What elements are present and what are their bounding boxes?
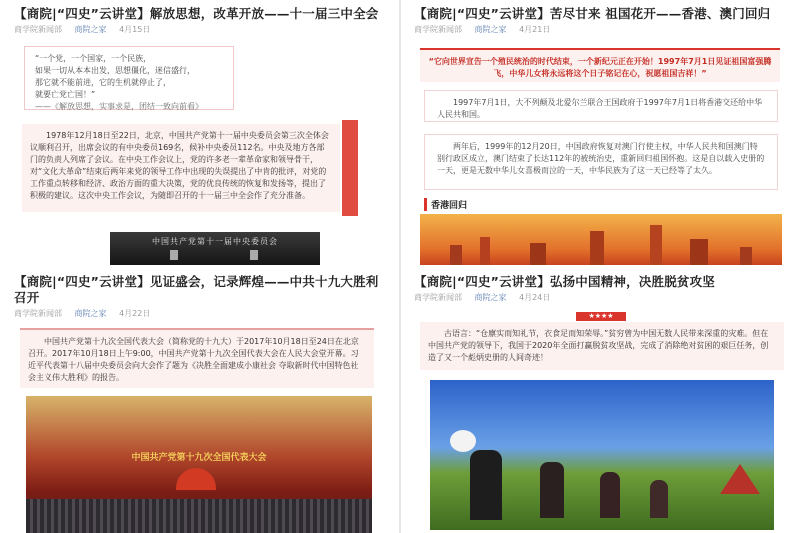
white-plume [450,430,476,452]
author: 商学院新闻部 [14,25,62,34]
article-meta [410,290,790,304]
dancer-figure [600,472,620,518]
article-meta [10,306,390,320]
article-card-19th-congress[interactable] [10,268,390,533]
quote-text: “它向世界宣告一个殖民统治的时代结束，一个新纪元正在开始！1997年7月1日见证祖国富强腾飞，中华儿女将永远将这个日子铭记在心，祝愿祖国吉祥！” [428,57,772,78]
article-body-box [420,322,784,370]
audience-rows [26,499,372,533]
tent-shape [720,464,760,494]
publish-date: 4月15日 [119,25,151,34]
decorative-red-bar [342,120,358,216]
congress-hall-photo [26,396,372,533]
quote-source: ——《解放思想，实事求是，团结一致向前看》 [35,102,203,111]
publish-date: 4月24日 [519,293,551,302]
portrait-icon [250,250,258,260]
article-card-poverty-alleviation[interactable] [410,268,790,533]
account-link[interactable]: 商院之家 [474,293,507,302]
article-title[interactable]: 【商院|“四史”云讲堂】苦尽甘来 祖国花开——香港、澳门回归 [414,6,771,21]
article-body: 1978年12月18日至22日，北京，中国共产党第十一届中央委员会第三次全体会议顺利召开，出席会议的有中央委员169名，候补中央委员112名。中央及地方各部门的负责人列席了会议。在中央工作会议上，党的许多老一辈革命家和领导骨干，对“文化大革命”结束后两年来党的领导工作中出现的失误提出了中肯的批评，对党的工作重点转移和经济、政治方面的重大决策，党的优良传统的恢复和发扬等，提出了积极的建议。这次中央工作会议，为随即召开的十一届三中全会作了充分准备。 [30,131,329,200]
quote-line: “一个党，一个国家，一个民族， [35,54,152,63]
dancer-figure [470,450,502,520]
article-title[interactable]: 【商院|“四史”云讲堂】弘扬中国精神，决胜脱贫攻坚 [414,274,715,289]
publish-date: 4月21日 [519,25,551,34]
author: 商学院新闻部 [14,309,62,318]
quote-line: 就要亡党亡国！” [35,90,96,99]
publish-date: 4月22日 [119,309,151,318]
article-body: 古语言：“仓廪实而知礼节，衣食足而知荣辱。”贫穷曾为中国无数人民带来深重的灾难。但在中国共产党的领导下，我国于2020年全面打赢脱贫攻坚战，完成了消除绝对贫困的艰巨任务，创造了又一个彪炳史册的人间奇迹！ [428,329,769,362]
building-shape [450,245,462,265]
article-body-box [20,328,374,388]
paragraph: 1997年7月1日，大不列颠及北爱尔兰联合王国政府于1997年7月1日将香港交还给中华人民共和国。 [437,98,763,119]
building-shape [740,247,752,265]
author: 商学院新闻部 [414,293,462,302]
portrait-icon [170,250,178,260]
quote-box [24,46,234,110]
quote-box [420,48,780,82]
article-body: 中国共产党第十九次全国代表大会（简称党的十九大）于2017年10月18日至24日在北京召开。2017年10月18日上午9:00，中国共产党第十九次全国代表大会在人民大会堂开幕。习近平代表第十八届中央委员会向大会作了题为《决胜全面建成小康社会 夺取新时代中国特色社会主义伟大胜利》的报告。 [28,337,359,382]
article-meta [410,22,790,36]
article-body-box [22,124,340,212]
account-link[interactable]: 商院之家 [74,25,107,34]
quote-line: 如果一切从本本出发，思想僵化，迷信盛行， [35,66,195,75]
dancer-figure [650,480,668,518]
article-card-third-plenum[interactable] [10,0,390,265]
plenum-photo [110,232,320,265]
building-shape [530,243,546,265]
paragraph-box [424,134,778,190]
paragraph: 两年后，1999年的12月20日，中国政府恢复对澳门行使主权，中华人民共和国澳门特别行政区成立，澳门结束了长达112年的被统治史，重新回归祖国怀抱。这是自以载入史册的一天，更是无数中华儿女喜极而泣的一天，中华民族为了这一天已经等了太久。 [437,142,765,175]
account-link[interactable]: 商院之家 [474,25,507,34]
photo-banner-text: 中国共产党第十九次全国代表大会 [131,453,267,463]
dancer-figure [540,462,564,518]
photo-banner-text: 中国共产党第十一届中央委员会 [152,237,278,246]
emblem-icon [176,468,216,490]
author: 商学院新闻部 [414,25,462,34]
article-meta [10,22,390,36]
building-shape [480,237,490,265]
article-title[interactable]: 【商院|“四史”云讲堂】见证盛会，记录辉煌——中共十九大胜利召开 [14,274,379,305]
section-heading: 香港回归 [424,198,467,211]
tibetan-dance-photo [430,380,774,530]
quote-line: 那它就不能前进，它的生机就停止了， [35,78,171,87]
hong-kong-skyline-photo [420,214,782,265]
building-shape [690,239,708,265]
building-shape [590,231,604,265]
panel-divider [399,0,401,533]
account-link[interactable]: 商院之家 [74,309,107,318]
stars-badge: ★★★★ [576,312,626,321]
article-card-hk-macau[interactable] [410,0,790,265]
article-title[interactable]: 【商院|“四史”云讲堂】解放思想，改革开放——十一届三中全会 [14,6,379,21]
paragraph-box [424,90,778,122]
building-shape [650,225,662,265]
